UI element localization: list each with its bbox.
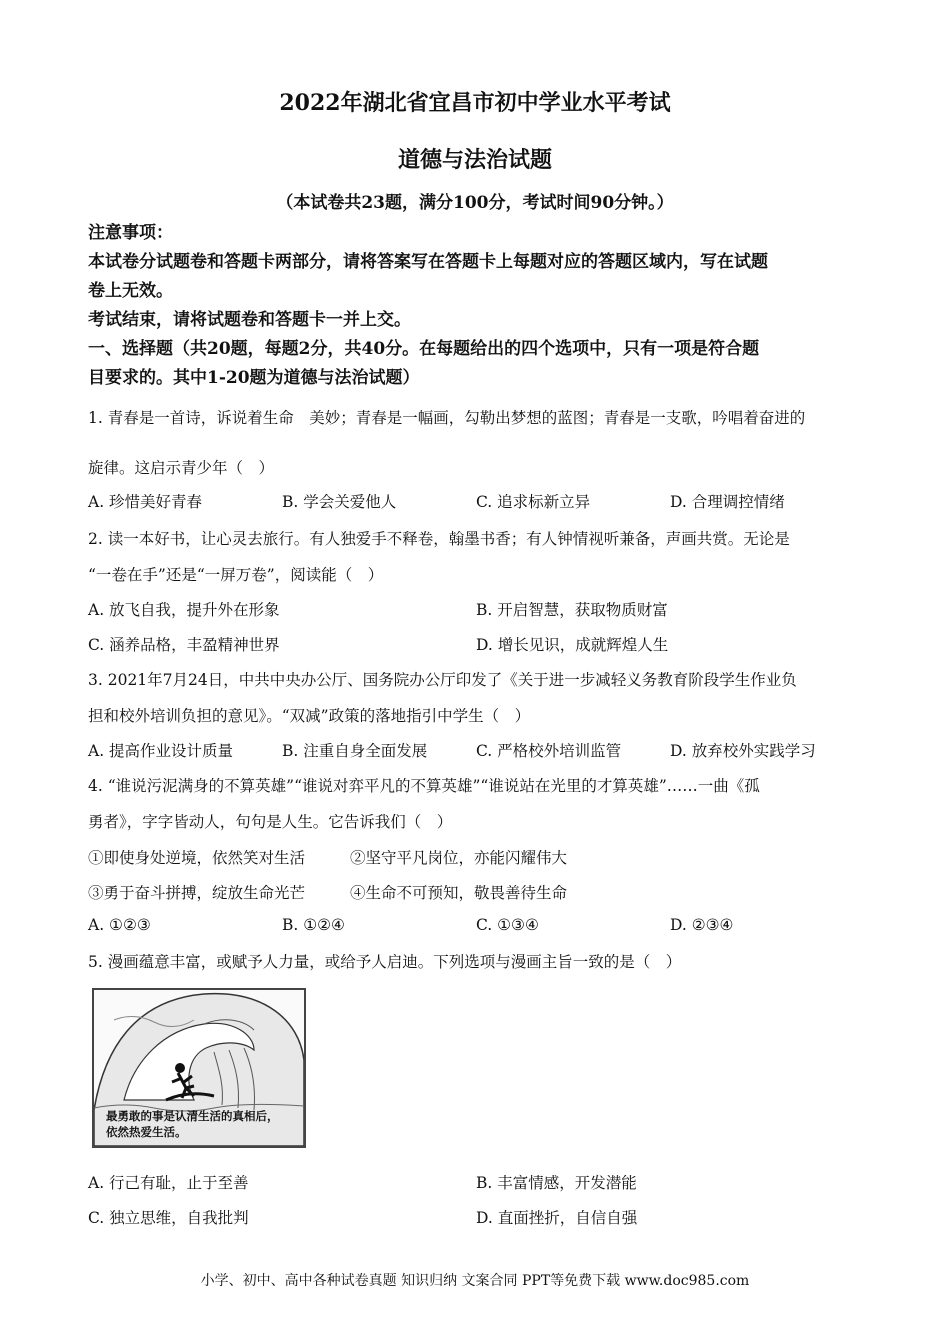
q4-statement-1: ①即使身处逆境，依然笑对生活: [88, 849, 306, 867]
exam-title: 2022年湖北省宜昌市初中学业水平考试: [279, 90, 671, 116]
q3-option-d: D. 放弃校外实践学习: [670, 742, 816, 760]
q5-option-b: B. 丰富情感，开发潜能: [476, 1174, 637, 1192]
q1-option-c: C. 追求标新立异: [476, 493, 591, 511]
comic-caption-2: 依然热爱生活。: [106, 1125, 187, 1139]
q4-statement-2: ②坚守平凡岗位，亦能闪耀伟大: [350, 849, 568, 867]
q4-stem-2: 勇者》，字字皆动人，句句是人生。它告诉我们（ ）: [88, 813, 453, 831]
exam-note: （本试卷共23题，满分100分，考试时间90分钟。）: [276, 193, 674, 213]
notice-heading: 注意事项：: [88, 223, 173, 243]
q2-option-c: C. 涵养品格，丰盈精神世界: [88, 636, 280, 654]
q1-stem-2: 旋律。这启示青少年（ ）: [88, 459, 275, 477]
q3-option-c: C. 严格校外培训监管: [476, 742, 622, 760]
q2-stem-2: “一卷在手”还是“一屏万卷”，阅读能（ ）: [88, 566, 384, 584]
exam-subtitle: 道德与法治试题: [397, 147, 552, 173]
comic-image: [92, 988, 306, 1148]
q4-statement-3: ③勇于奋斗拼搏，绽放生命光芒: [88, 884, 306, 902]
notice-line-2: 卷上无效。: [88, 281, 173, 301]
section-heading-2: 目要求的。其中1-20题为道德与法治试题）: [88, 368, 420, 388]
q1-option-d: D. 合理调控情绪: [670, 493, 785, 511]
q3-option-a: A. 提高作业设计质量: [88, 742, 234, 760]
q2-option-b: B. 开启智慧，获取物质财富: [476, 601, 668, 619]
q1-option-a: A. 珍惜美好青春: [88, 493, 203, 511]
section-heading-1: 一、选择题（共20题，每题2分，共40分。在每题给出的四个选项中，只有一项是符合题: [88, 339, 760, 359]
notice-line-3: 考试结束，请将试题卷和答题卡一并上交。: [88, 310, 411, 330]
q1-option-b: B. 学会关爱他人: [282, 493, 397, 511]
page-footer: 小学、初中、高中各种试卷真题 知识归纳 文案合同 PPT等免费下载 www.doc985.com: [200, 1273, 750, 1289]
q2-stem-1: 2. 读一本好书，让心灵去旅行。有人独爱手不释卷，翰墨书香；有人钟情视听兼备，声画共赏。无论是: [88, 530, 790, 548]
q5-option-a: A. 行己有耻，止于至善: [88, 1174, 249, 1192]
comic-caption-1: 最勇敢的事是认清生活的真相后，: [106, 1109, 279, 1123]
q4-statement-4: ④生命不可预知，敬畏善待生命: [350, 884, 568, 902]
q4-option-d: D. ②③④: [670, 916, 734, 934]
q4-option-a: A. ①②③: [88, 916, 151, 934]
q1-stem-1: 1. 青春是一首诗，诉说着生命 美妙；青春是一幅画，勾勒出梦想的蓝图；青春是一支歌，吟唱着奋进的: [88, 409, 806, 427]
q3-option-b: B. 注重自身全面发展: [282, 742, 428, 760]
q2-option-a: A. 放飞自我，提升外在形象: [88, 601, 280, 619]
q4-option-b: B. ①②④: [282, 916, 345, 934]
q5-option-d: D. 直面挫折，自信自强: [476, 1209, 638, 1227]
q2-option-d: D. 增长见识，成就辉煌人生: [476, 636, 669, 654]
q4-stem-1: 4. “谁说污泥满身的不算英雄”“谁说对弈平凡的不算英雄”“谁说站在光里的才算英雄”……一曲《孤: [88, 777, 760, 795]
q4-option-c: C. ①③④: [476, 916, 539, 934]
q3-stem-2: 担和校外培训负担的意见》。“双减”政策的落地指引中学生（ ）: [88, 707, 531, 725]
notice-line-1: 本试卷分试题卷和答题卡两部分，请将答案写在答题卡上每题对应的答题区域内，写在试题: [88, 252, 768, 272]
q3-stem-1: 3. 2021年7月24日，中共中央办公厅、国务院办公厅印发了《关于进一步减轻义务教育阶段学生作业负: [88, 671, 797, 689]
q5-option-c: C. 独立思维，自我批判: [88, 1209, 249, 1227]
q5-stem: 5. 漫画蕴意丰富，或赋予人力量，或给予人启迪。下列选项与漫画主旨一致的是（ ）: [88, 953, 682, 971]
